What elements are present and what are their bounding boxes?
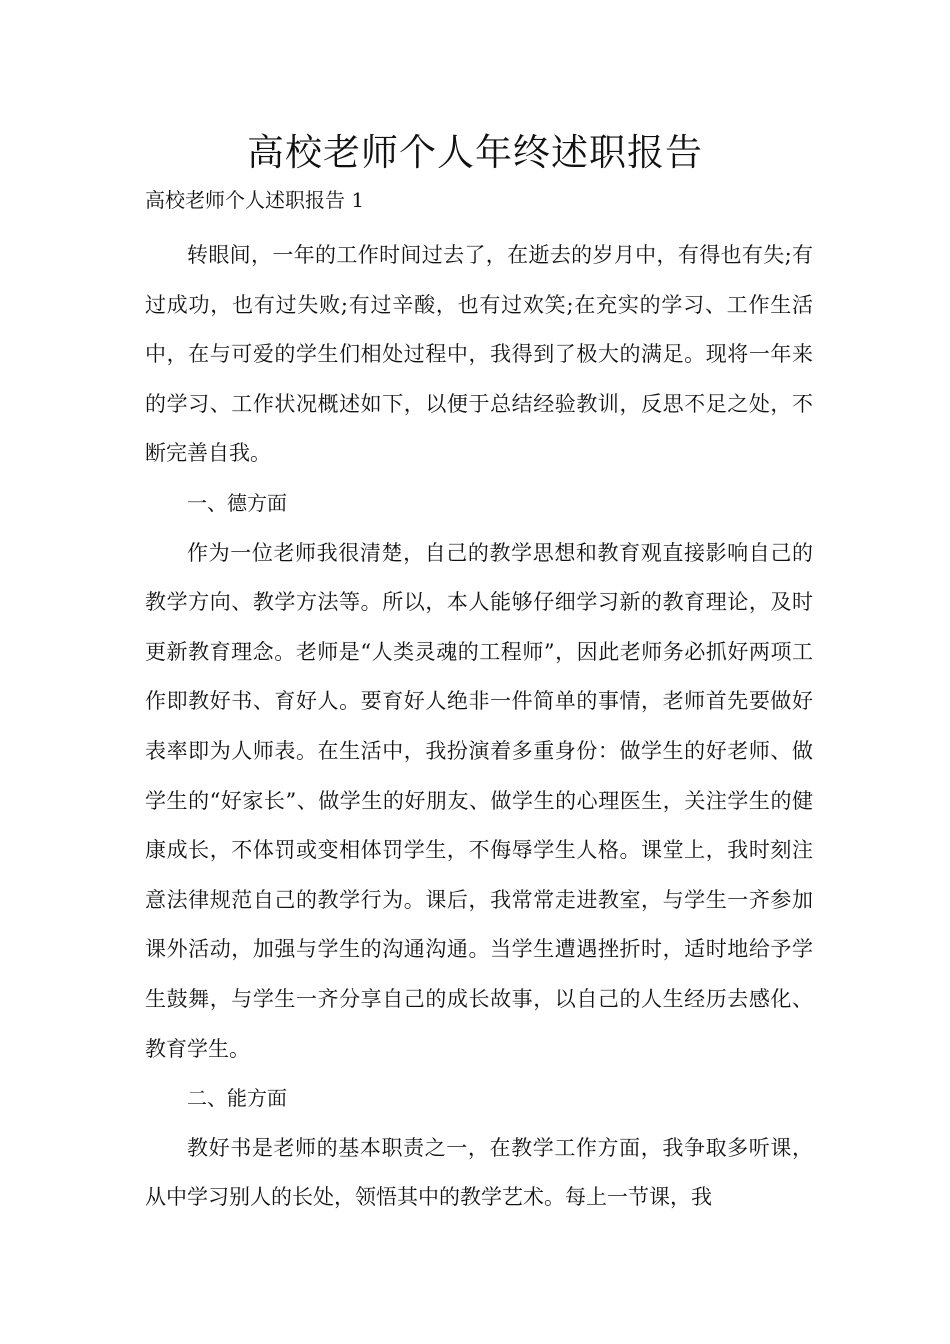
section-heading-ability: 二、能方面 — [187, 1086, 287, 1111]
document-subtitle: 高校老师个人述职报告 1 — [145, 188, 365, 212]
section-heading-ethics: 一、德方面 — [187, 490, 287, 515]
paragraph-intro: 转眼间，一年的工作时间过去了，在逝去的岁月中，有得也有失;有过成功，也有过失败;有过辛酸，也有过欢笑;在充实的学习、工作生活中，在与可爱的学生们相处过程中，我得到了极大的满足。现将一年来的学习、工作状况概述如下，以便于总结经验教训，反思不足之处，不断完善自我。 — [145, 243, 813, 466]
paragraph-ability: 教好书是老师的基本职责之一，在教学工作方面，我争取多听课，从中学习别人的长处，领悟其中的教学艺术。每上一节课，我 — [145, 1135, 813, 1210]
paragraph-ethics: 作为一位老师我很清楚，自己的教学思想和教育观直接影响自己的教学方向、教学方法等。所以，本人能够仔细学习新的教育理论，及时更新教育理念。老师是“人类灵魂的工程师”，因此老师务必抓好两项工作即教好书、育好人。要育好人绝非一件简单的事情，老师首先要做好表率即为人师表。在生活中，我扮演着多重身份：做学生的好老师、做学生的“好家长”、做学生的好朋友、做学生的心理医生，关注学生的健康成长，不体罚或变相体罚学生，不侮辱学生人格。课堂上，我时刻注意法律规范自己的教学行为。课后，我常常走进教室，与学生一齐参加课外活动，加强与学生的沟通沟通。当学生遭遇挫折时，适时地给予学生鼓舞，与学生一齐分享自己的成长故事，以自己的人生经历去感化、教育学生。 — [145, 540, 813, 1061]
document-title: 高校老师个人年终述职报告 — [247, 131, 703, 174]
document-body — [145, 231, 813, 1223]
